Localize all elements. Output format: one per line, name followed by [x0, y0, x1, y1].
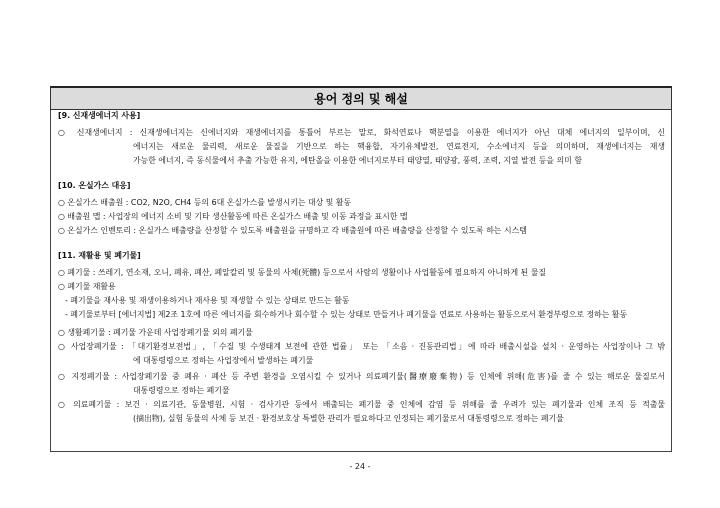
- definition-line: ○ 의료폐기물 : 보건 · 의료기관, 동물병원, 시험 · 검사기관 등에서 배출되는 폐기물 중 인체에 감염 등 위해를 줄 우려가 있는 폐기물과 인체 조직 등 적출물: [58, 400, 665, 409]
- page-number: - 24 -: [349, 462, 371, 471]
- section-heading-greenhouse-gas: [10. 온실가스 대응]: [58, 181, 131, 190]
- definition-line: ○ 사업장폐기물 : 「대기환경보전법」, 「수질 및 수생태계 보전에 관한 법률」 또는 「소음 · 진동관리법」에 따라 배출시설을 설치 · 운영하는 사업장이나 그 밖: [58, 342, 665, 351]
- definitions-frame: [50, 86, 672, 452]
- definition-line: ○ 지정폐기물 : 사업장폐기물 중 폐유 · 폐산 등 주변 환경을 오염시킬 수 있거나 의료폐기물(醫療廢棄物) 등 인체에 위해(危害)를 줄 수 있는 해로운 물질로서: [58, 372, 665, 381]
- section-heading-recycling-waste: [11. 재활용 및 폐기물]: [58, 251, 141, 260]
- definition-line: ○ 폐기물 : 쓰레기, 연소재, 오니, 폐유, 폐산, 폐알칼리 및 동물의 사체(死體) 등으로서 사람의 생활이나 사업활동에 필요하지 아니하게 된 물질: [58, 268, 547, 277]
- definition-emission-source: [58, 196, 665, 210]
- definition-continuation-line: 에 대통령령으로 정하는 사업장에서 발생하는 폐기물: [133, 356, 314, 365]
- definition-sub-line: - 폐기물을 재사용 및 재생이용하거나 재사용 및 재생할 수 있는 상태로 만드는 활동: [65, 296, 350, 305]
- page-title: 용어 정의 및 해설: [314, 92, 408, 106]
- definition-continuation-line: (摘出物), 실험 동물의 사체 등 보건 · 환경보호상 특별한 관리가 필요하다고 인정되는 폐기물로서 대통령령으로 정하는 폐기물: [133, 414, 564, 423]
- definition-renewable-energy: [58, 126, 665, 168]
- definition-waste: [58, 266, 665, 280]
- definition-line: ○ 폐기물 재활용: [58, 282, 116, 291]
- definition-line: ○ 온실가스 배출원 : CO2, N2O, CH4 등의 6대 온실가스를 발생시키는 대상 및 활동: [58, 198, 352, 207]
- definition-medical-waste: [58, 398, 665, 426]
- definitions-body: [50, 110, 672, 452]
- definition-ghg-inventory: [58, 224, 665, 238]
- definition-emission-map: [58, 210, 665, 224]
- definition-business-waste: [58, 340, 665, 368]
- definition-continuation-line: 대통령령으로 정하는 폐기물: [133, 386, 230, 395]
- definition-waste-recycling: [58, 280, 665, 322]
- definition-household-waste: [58, 326, 665, 340]
- definition-sub-line: - 폐기물로부터 [에너지법] 제2조 1호에 따른 에너지를 회수하거나 회수할 수 있는 상태로 만들거나 폐기물을 연료로 사용하는 활동으로서 환경부령으로 정하는 활동: [65, 310, 628, 319]
- section-heading-renewable-energy: [9. 신재생에너지 사용]: [58, 111, 141, 120]
- definition-continuation-line: 에너지는 새로운 물리력, 새로운 물질을 기반으로 하는 핵융합, 자기유체발전, 연료전지, 수소에너지 등을 의미하며, 재생에너지는 재생: [133, 142, 665, 151]
- page-title-box: [50, 86, 672, 110]
- definition-continuation-line: 가능한 에너지, 즉 동식물에서 추출 가능한 유지, 에탄올을 이용한 에너지로부터 태양열, 태양광, 풍력, 조력, 지열 발전 등을 의미 함: [133, 156, 582, 165]
- definition-designated-waste: [58, 370, 665, 398]
- definition-line: ○ 온실가스 인벤토리 : 온실가스 배출량을 산정할 수 있도록 배출원을 규명하고 각 배출원에 따른 배출량을 산정할 수 있도록 하는 시스템: [58, 226, 527, 235]
- definition-line: ○ 신재생에너지 : 신재생에너지는 신에너지와 재생에너지를 통틀어 부르는 말로, 화석연료나 핵분열을 이용한 에너지가 아닌 대체 에너지의 일부이며, 신: [58, 128, 665, 137]
- definition-line: ○ 생활폐기물 : 폐기물 가운데 사업장폐기물 외의 폐기물: [58, 328, 253, 337]
- definition-line: ○ 배출원 맵 : 사업장의 에너지 소비 및 기타 생산활동에 따른 온실가스 배출 및 이동 과정을 표시한 맵: [58, 212, 408, 221]
